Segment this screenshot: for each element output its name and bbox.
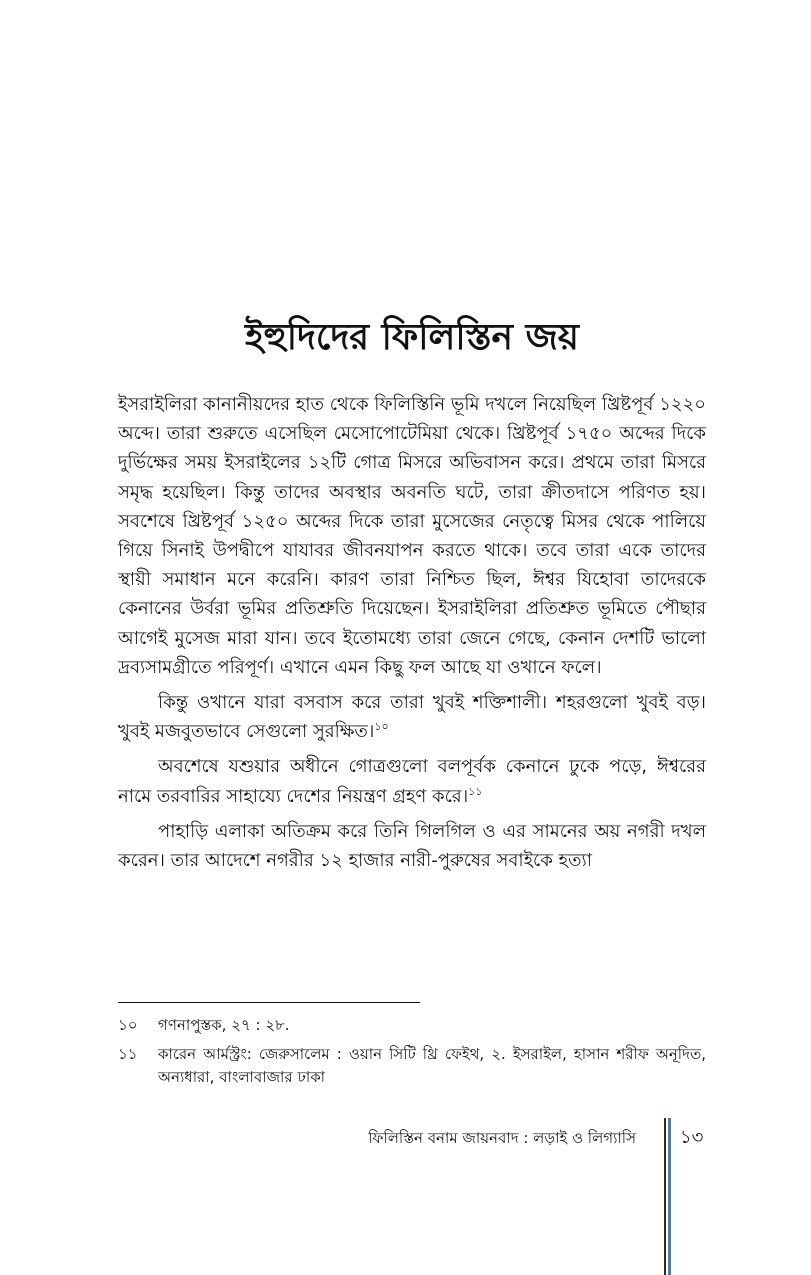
body-text bbox=[118, 390, 706, 881]
paragraph-1 bbox=[118, 390, 706, 682]
footnote-divider bbox=[118, 1002, 420, 1003]
footer-divider-dark bbox=[664, 1118, 666, 1275]
footnotes bbox=[118, 1014, 706, 1095]
paragraph-text: অবশেষে যশুয়ার অধীনে গোত্রগুলো বলপূর্বক কেনানে ঢুকে পড়ে, ঈশ্বরের নামে তরবারির সাহায্যে দেশের নিয়ন্ত্রণ গ্রহণ করে। bbox=[118, 756, 706, 807]
paragraph-text: ইসরাইলিরা কানানীয়দের হাত থেকে ফিলিস্তিনি ভূমি দখলে নিয়েছিল খ্রিষ্টপূর্ব ১২২০ অব্দে। তারা শুরুতে এসেছিল মেসোপোটেমিয়া থেকে। খ্রিষ্টপূর্ব ১৭৫০ অব্দের দিকে দুর্ভিক্ষের সময় ইসরাইলের ১২টি গোত্র মিসরে অভিবাসন করে। প্রথমে তারা মিসরে সমৃদ্ধ হয়েছিল। কিন্তু তাদের অবস্থার অবনতি ঘটে, তারা ক্রীতদাসে পরিণত হয়। সবশেষে খ্রিষ্টপূর্ব ১২৫০ অব্দের দিকে তারা মুসেজের নেতৃত্বে মিসর থেকে পালিয়ে গিয়ে সিনাই উপদ্বীপে যাযাবর জীবনযাপন করতে থাকে। তবে তারা একে তাদের স্থায়ী সমাধান মনে করেনি। কারণ তারা নিশ্চিত ছিল, ঈশ্বর যিহোবা তাদেরকে কেনানের উর্বরা ভূমির প্রতিশ্রুতি দিয়েছেন। ইসরাইলিরা প্রতিশ্রুত ভূমিতে পৌছার আগেই মুসেজ মারা যান। তবে ইতোমধ্যে তারা জেনে গেছে, কেনান দেশটি ভালো দ্রব্যসামগ্রীতে পরিপূর্ণ। এখানে এমন কিছু ফল আছে যা ওখানে ফলে। bbox=[118, 394, 706, 678]
chapter-title: ইহুদিদের ফিলিস্তিন জয় bbox=[245, 317, 579, 358]
footnote-reference[interactable]: ১১ bbox=[468, 784, 483, 798]
paragraph-text: কিন্তু ওখানে যারা বসবাস করে তারা খুবই শক্তিশালী। শহরগুলো খুবই বড়। খুবই মজবুতভাবে সেগুলো সুরক্ষিত। bbox=[118, 692, 706, 743]
footnote-text: কারেন আর্মস্ট্রং: জেরুসালেম : ওয়ান সিটি থ্রি ফেইথ, ২. ইসরাইল, হাসান শরীফ অনূদিত, অন্যধারা, বাংলাবাজার ঢাকা bbox=[158, 1045, 706, 1086]
footnote-10 bbox=[118, 1014, 706, 1037]
footnote-number: ১১ bbox=[118, 1045, 138, 1063]
paragraph-3 bbox=[118, 752, 706, 810]
footnote-11 bbox=[118, 1043, 706, 1089]
footnote-reference[interactable]: ১০ bbox=[374, 720, 389, 734]
paragraph-4 bbox=[118, 817, 706, 875]
footnote-text: গণনাপুস্তক, ২৭ : ২৮. bbox=[158, 1016, 290, 1034]
footnote-number: ১০ bbox=[118, 1016, 138, 1034]
paragraph-2 bbox=[118, 688, 706, 746]
running-footer-title: ফিলিস্তিন বনাম জায়নবাদ : লড়াই ও লিগ্যাসি bbox=[368, 1129, 636, 1147]
paragraph-text: পাহাড়ি এলাকা অতিক্রম করে তিনি গিলগিল ও এর সামনের অয় নগরী দখল করেন। তার আদেশে নগরীর ১২ হাজার নারী-পুরুষের সবাইকে হত্যা bbox=[118, 820, 706, 872]
footer-divider-blue bbox=[668, 1118, 671, 1275]
page-number: ১৩ bbox=[680, 1127, 704, 1148]
